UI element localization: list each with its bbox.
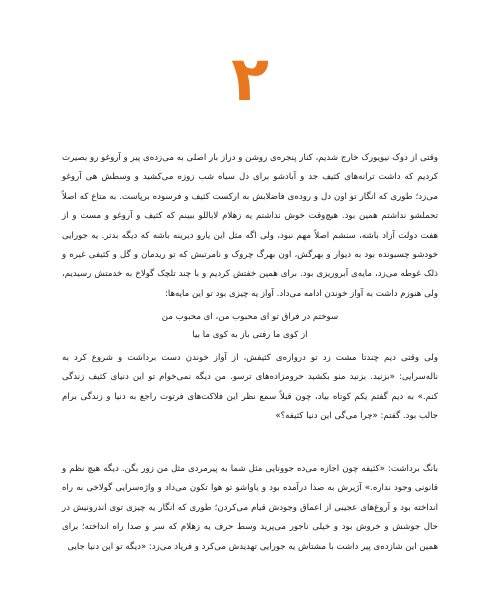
verse-line-1: سوختم در فراق تو ای محبوب من، ای محبوب من: [161, 312, 339, 322]
verse-line-2: از کوی ما رفتی باز به کوی ما بیا: [192, 330, 308, 340]
chapter-number: ۲: [231, 42, 269, 115]
paragraph-2: ولی وقتی دیم چندتا مشت زد تو دروازه‌ی کثیفش، از آواز خوندن دست برداشت و شروع کرد به ناله‌سرایی: «بزنید. بزنید منو بکشید حرومزاده‌های ترسو. من دیگه نمی‌خوام تو این دنیای کثیف زندگی کنم.» به دیم گفتم یکم کوتاه بیاد، چون قبلاً سمع نظر این فلاکت‌های فرتوت راجع به دنیا و زندگی برام جالب بود. گفتم: «چرا می‌گی این دنیا کثیفه؟»: [62, 353, 438, 422]
paragraph-1: وقتی از دوک نیویورک خارج شدیم، کنار پنجره‌ی روشن و دراز بار اصلی به می‌زده‌ی پیر و آروغو رو بصیرت کردیم که داشت ترانه‌های کثیف جد و آبادشو برای دل سیاه شب زوزه می‌کشید و وسطش هی آروغو می‌زد؛ طوری که انگار تو اون دل و روده‌ی فاضلابش به ارکست کثیف و فرسوده برپاست. به متاع که اصلاً تحملشو نداشتم همین بود. هیچ‌وقت خوش نداشتم یه زهلام لاباللو ببینم که کثیف و آروغو و مست و از هفت دولت آزاد باشه، سنشم اصلاً مهم نبود، ولی اگه مثل این یارو دیرینه باشه که دیگه بدتر. یه جورایی خودشو چسبونده بود به دیوار و بهرگش، اون بهرگ چروک و نامرتبش که تو ریدمان و گل و کثیفی غیره و ذلک غوطه می‌زد، مایه‌ی آبروریزی بود. برای همین خفتش کردیم و با چند تلچک گولاخ به خدمتش رسیدیم، ولی هنوزم داشت به آواز خوندن ادامه می‌داد. آواز یه چیزی بود تو این مایه‌ها:: [62, 153, 438, 299]
paragraph-3: بانگ برداشت: «کثیفه چون اجازه می‌ده جوونایی مثل شما به پیرمردی مثل من زور بگن. دیگه هیچ نظم و قانونی وجود نداره.» آژیرش به صدا درآمده بود و یاواشو تو هوا تکون می‌داد و واژه‌سرایی گولاخی به راه انداخته بود و آروغ‌های عجیبی از اعماق وجودش قیام می‌کردن؛ طوری که انگار یه چیزی توی اندرونیش در حال جوشش و خروش بود و خیلی ناجور می‌پرید وسط حرف یه زهلام که سر و صدا راه انداخته؛ برای همین این شازده‌ی پیر داشت با مشتاش یه جورایی تهدیدش می‌کرد و فریاد می‌زد: «دیگه تو این دنیا جایی: [62, 464, 438, 552]
